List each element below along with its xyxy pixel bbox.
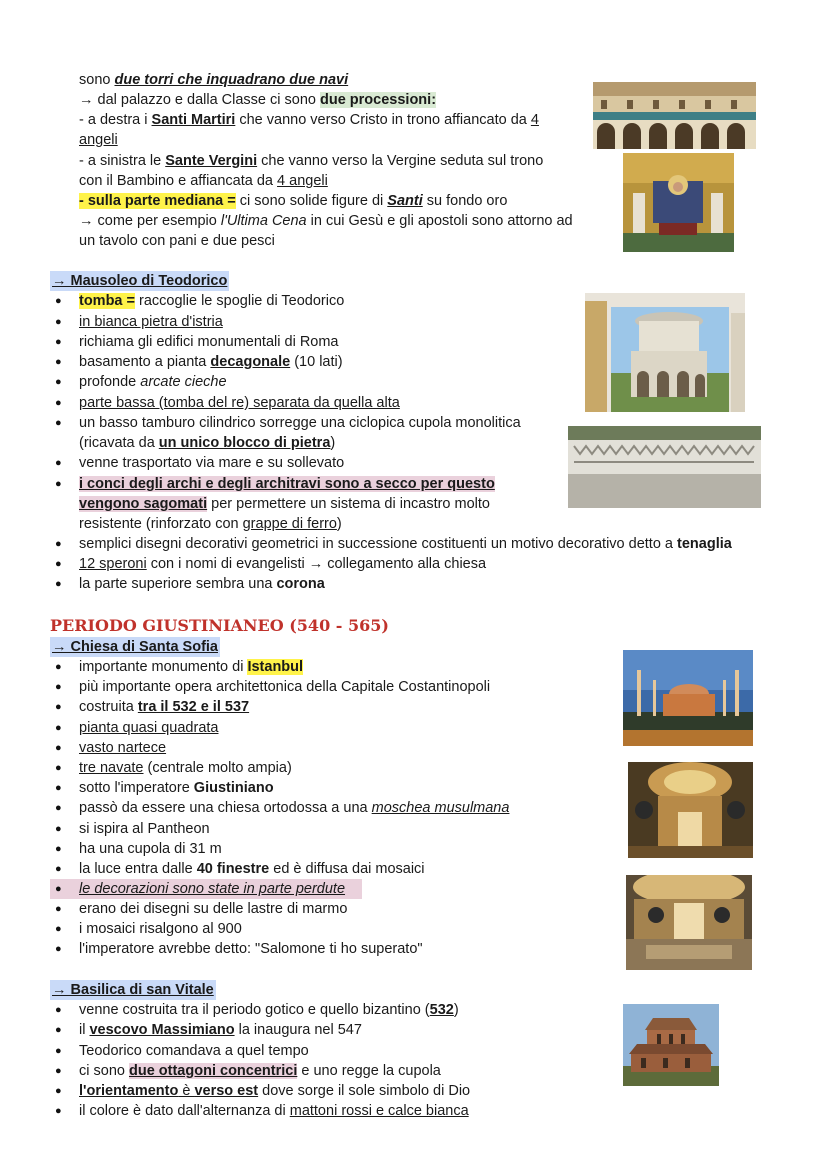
text: si ispira al Pantheon (79, 821, 210, 837)
text: ci sono (79, 1063, 129, 1079)
text: con il Bambino e affiancata da (79, 173, 278, 189)
bullet: ● (55, 762, 62, 774)
text: per permettere un sistema di incastro molto (207, 496, 490, 512)
list-item (79, 534, 732, 554)
list-item (79, 939, 423, 959)
sofia-interior-2-illustration (626, 875, 752, 970)
bullet: ● (55, 1004, 62, 1016)
text: un unico blocco di pietra (158, 435, 331, 451)
text: la luce entra dalle (79, 861, 197, 877)
text: che vanno verso Cristo in trono affiancato da (235, 112, 531, 128)
section-title-san-vitale: → Basilica di san Vitale (52, 982, 214, 998)
mausoleum-photo (585, 293, 745, 412)
bullet: ● (55, 336, 62, 348)
text: arcate cieche (140, 374, 227, 390)
text: 532 (429, 1002, 454, 1018)
bullet: ● (55, 478, 62, 490)
section-title-mausoleo: → Mausoleo di Teodorico (52, 273, 228, 289)
text: la parte superiore sembra una (79, 576, 277, 592)
text-line (79, 90, 436, 110)
bullet: ● (55, 1085, 62, 1097)
text: parte bassa (tomba del re) separata da quella alta (79, 395, 400, 411)
text: la inaugura nel 547 (234, 1022, 362, 1038)
list-item (79, 758, 292, 778)
list-item-continuation (79, 433, 335, 453)
list-item (79, 1081, 470, 1101)
text: sono (79, 72, 115, 88)
bullet: ● (55, 903, 62, 915)
text: ) (336, 516, 342, 532)
text: 4 (530, 112, 539, 128)
text: Santi (387, 193, 423, 209)
text-line (79, 70, 348, 90)
text: i mosaici risalgono al 900 (79, 921, 242, 937)
list-item (79, 879, 345, 899)
text: - a sinistra le (79, 153, 166, 169)
text: (ricavata da (79, 435, 159, 451)
text: Sante Vergini (165, 153, 258, 169)
text: semplici disegni decorativi geometrici in successione costituenti un motivo decorativo detto a (79, 536, 678, 552)
text: un tavolo con pani e due pesci (79, 233, 275, 249)
text: corona (276, 576, 325, 592)
bullet: ● (55, 681, 62, 693)
text-line (79, 110, 539, 130)
text: Giustiniano (193, 780, 274, 796)
list-item (79, 312, 223, 332)
text: tra il 532 e il 537 (137, 699, 250, 715)
list-item (79, 738, 166, 758)
vitale-photo (623, 1004, 719, 1086)
text: più importante opera architettonica della Capitale Costantinopoli (79, 679, 491, 695)
text: (centrale molto ampia) (143, 760, 292, 776)
text: basamento a pianta (79, 354, 211, 370)
text: vescovo Massimiano (89, 1022, 235, 1038)
text: costruita (79, 699, 138, 715)
text: Santi Martiri (151, 112, 236, 128)
list-item (79, 859, 425, 879)
list-item-continuation (79, 494, 490, 514)
text-line (79, 151, 543, 171)
bullet: ● (55, 661, 62, 673)
list-item (79, 1020, 362, 1040)
text: tenaglia (677, 536, 732, 552)
text: Teodorico comandava a quel tempo (79, 1043, 309, 1059)
bullet: ● (55, 295, 62, 307)
sofia-exterior-illustration (623, 650, 753, 746)
vitale-illustration (623, 1004, 719, 1086)
text: erano dei disegni su delle lastre di marmo (79, 901, 348, 917)
bullet: ● (55, 1045, 62, 1057)
bullet: ● (55, 802, 62, 814)
list-item (79, 372, 227, 392)
bullet: ● (55, 1065, 62, 1077)
bullet: ● (55, 356, 62, 368)
list-item (79, 677, 490, 697)
bullet: ● (55, 417, 62, 429)
text: ci sono solide figure di (235, 193, 388, 209)
text-line (79, 211, 573, 231)
list-item (79, 1101, 469, 1121)
bullet: ● (55, 843, 62, 855)
text: - a destra i (79, 112, 152, 128)
text: richiama gli edifici monumentali di Roma (79, 334, 339, 350)
mosaic-photo (623, 153, 734, 252)
text: i conci degli archi e degli architravi sono a secco per questo (79, 476, 495, 492)
bullet: ● (55, 1105, 62, 1117)
text: tomba = (79, 293, 135, 309)
list-item (79, 291, 344, 311)
frieze-illustration (568, 426, 761, 508)
bullet: ● (55, 558, 62, 570)
text: dove sorge il sole simbolo di Dio (258, 1083, 471, 1099)
bullet: ● (55, 316, 62, 328)
bullet: ● (55, 701, 62, 713)
bullet: ● (55, 722, 62, 734)
mausoleum-illustration (585, 293, 745, 412)
bullet: ● (55, 538, 62, 550)
sofia-exterior-photo (623, 650, 753, 746)
text: moschea musulmana (371, 800, 510, 816)
arcade-photo (593, 82, 756, 149)
text: → come per esempio (79, 213, 221, 229)
text: l'orientamento (79, 1083, 179, 1099)
list-item (79, 697, 249, 717)
list-item (79, 819, 210, 839)
list-item-continuation (79, 514, 342, 534)
bullet: ● (55, 1024, 62, 1036)
bullet: ● (55, 923, 62, 935)
text: mattoni rossi e calce bianca (289, 1103, 469, 1119)
text: vasto nartece (79, 740, 167, 756)
list-item (79, 554, 486, 574)
list-item (79, 899, 347, 919)
text: - sulla parte mediana = (79, 193, 236, 209)
text: su fondo oro (422, 193, 508, 209)
bullet: ● (55, 782, 62, 794)
bullet: ● (55, 397, 62, 409)
bullet: ● (55, 742, 62, 754)
list-item (79, 332, 339, 352)
bullet: ● (55, 376, 62, 388)
list-item (79, 1000, 459, 1020)
section-title-santa-sofia: → Chiesa di Santa Sofia (52, 639, 218, 655)
text: decagonale (210, 354, 291, 370)
text: in cui Gesù e gli apostoli sono attorno ad (306, 213, 573, 229)
text: venne costruita tra il periodo gotico e quello bizantino ( (79, 1002, 430, 1018)
list-item (79, 798, 509, 818)
text: raccoglie le spoglie di Teodorico (135, 293, 345, 309)
text: → dal palazzo e dalla Classe ci sono (79, 92, 320, 108)
text: sotto l'imperatore (79, 780, 194, 796)
text: in bianca pietra d'istria (79, 314, 223, 330)
text: (10 lati) (290, 354, 343, 370)
list-item (79, 352, 343, 372)
text: due ottagoni concentrici (128, 1063, 298, 1079)
text: 40 finestre (196, 861, 270, 877)
sofia-interior-photo-2 (626, 875, 752, 970)
bullet: ● (55, 943, 62, 955)
text: due processioni: (320, 92, 437, 108)
bullet: ● (55, 457, 62, 469)
list-item (79, 718, 218, 738)
arcade-illustration (593, 82, 756, 149)
text: ha una cupola di 31 m (79, 841, 222, 857)
list-item (79, 919, 242, 939)
text: importante monumento di (79, 659, 248, 675)
text-line (79, 231, 275, 251)
bullet: ● (55, 863, 62, 875)
list-item (79, 1061, 441, 1081)
text: Istanbul (247, 659, 304, 675)
mosaic-illustration (623, 153, 734, 252)
text: verso est (194, 1083, 259, 1099)
list-item (79, 1041, 309, 1061)
list-item (79, 453, 344, 473)
bullet: ● (55, 578, 62, 590)
text: le decorazioni sono state in parte perdute (79, 881, 346, 897)
text: passò da essere una chiesa ortodossa a una (79, 800, 372, 816)
text: l'Ultima Cena (220, 213, 307, 229)
text: che vanno verso la Vergine seduta sul trono (257, 153, 544, 169)
text: ed è diffusa dai mosaici (269, 861, 425, 877)
sofia-interior-illustration (628, 762, 753, 858)
text: venne trasportato via mare e su sollevato (79, 455, 345, 471)
text: il (79, 1022, 90, 1038)
text: 12 speroni (79, 556, 147, 572)
text: due torri che inquadrano due navi (114, 72, 349, 88)
list-item (79, 839, 222, 859)
sofia-interior-photo (628, 762, 753, 858)
text-line (79, 130, 118, 150)
text: vengono sagomati (79, 496, 208, 512)
text: e uno regge la cupola (297, 1063, 441, 1079)
text: l'imperatore avrebbe detto: "Salomone ti ho superato" (79, 941, 423, 957)
list-item (79, 393, 400, 413)
list-item (79, 657, 303, 677)
text-line (79, 171, 328, 191)
text: 4 angeli (277, 173, 328, 189)
text: grappe di ferro (242, 516, 337, 532)
text: con i nomi di evangelisti → collegamento alla chiesa (146, 556, 487, 572)
list-item (79, 778, 274, 798)
list-item (79, 574, 325, 594)
text: angeli (79, 132, 118, 148)
text: profonde (79, 374, 141, 390)
period-heading: PERIODO GIUSTINIANEO (540 - 565) (50, 616, 389, 635)
list-item (79, 474, 495, 494)
text: il colore è dato dall'alternanza di (79, 1103, 290, 1119)
text: ) (330, 435, 336, 451)
text: pianta quasi quadrata (79, 720, 219, 736)
text: tre navate (79, 760, 144, 776)
text: ) (453, 1002, 459, 1018)
list-item (79, 413, 521, 433)
text: è (178, 1083, 195, 1099)
text: un basso tamburo cilindrico sorregge una ciclopica cupola monolitica (79, 415, 521, 431)
bullet: ● (55, 883, 62, 895)
text-line (79, 191, 507, 211)
bullet: ● (55, 823, 62, 835)
text: resistente (rinforzato con (79, 516, 243, 532)
frieze-photo (568, 426, 761, 508)
